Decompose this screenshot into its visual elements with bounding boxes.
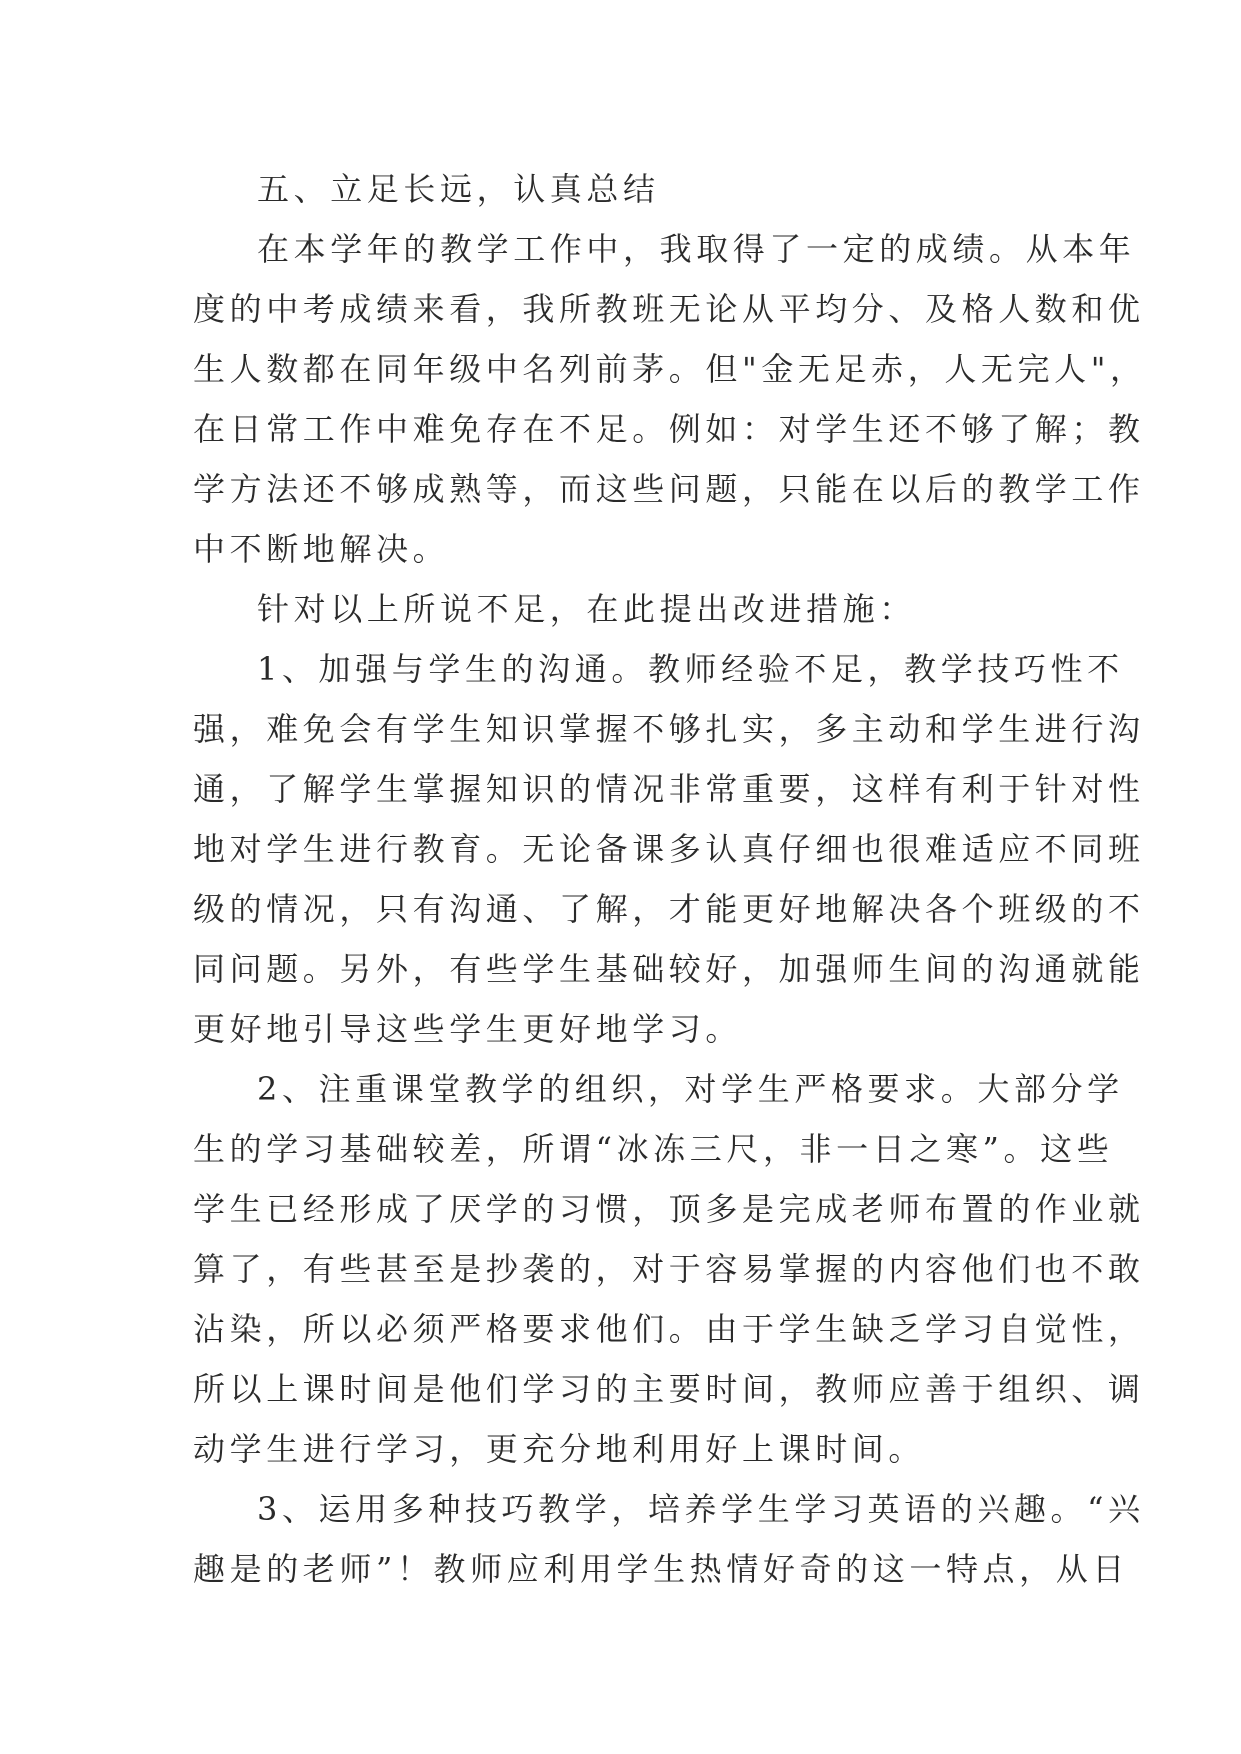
- paragraph-line: 学生已经形成了厌学的习惯，顶多是完成老师布置的作业就: [193, 1190, 1145, 1228]
- paragraph-line: 沾染，所以必须严格要求他们。由于学生缺乏学习自觉性，: [193, 1310, 1145, 1348]
- section-heading: 五、立足长远，认真总结: [257, 170, 660, 208]
- paragraph-line: 生的学习基础较差，所谓“冰冻三尺，非一日之寒”。这些: [193, 1130, 1114, 1168]
- paragraph-line: 在日常工作中难免存在不足。例如：对学生还不够了解；教: [193, 410, 1145, 448]
- paragraph-line: 1、加强与学生的沟通。教师经验不足，教学技巧性不: [257, 650, 1124, 688]
- paragraph-line: 通，了解学生掌握知识的情况非常重要，这样有利于针对性: [193, 770, 1145, 808]
- paragraph-line: 3、运用多种技巧教学，培养学生学习英语的兴趣。“兴: [257, 1490, 1145, 1528]
- paragraph-line: 算了，有些甚至是抄袭的，对于容易掌握的内容他们也不敢: [193, 1250, 1145, 1288]
- paragraph-line: 同问题。另外，有些学生基础较好，加强师生间的沟通就能: [193, 950, 1145, 988]
- paragraph-line: 2、注重课堂教学的组织，对学生严格要求。大部分学: [257, 1070, 1124, 1108]
- paragraph-line: 强，难免会有学生知识掌握不够扎实，多主动和学生进行沟: [193, 710, 1145, 748]
- paragraph-line: 在本学年的教学工作中，我取得了一定的成绩。从本年: [257, 230, 1136, 268]
- paragraph-line: 所以上课时间是他们学习的主要时间，教师应善于组织、调: [193, 1370, 1145, 1408]
- paragraph-line: 度的中考成绩来看，我所教班无论从平均分、及格人数和优: [193, 290, 1145, 328]
- document-body: [193, 159, 1147, 1599]
- paragraph-line: 生人数都在同年级中名列前茅。但"金无足赤，人无完人"，: [193, 350, 1147, 388]
- paragraph-line: 更好地引导这些学生更好地学习。: [193, 1010, 743, 1048]
- paragraph-line: 针对以上所说不足，在此提出改进措施：: [257, 590, 916, 628]
- paragraph-line: 中不断地解决。: [193, 530, 450, 568]
- paragraph-line: 动学生进行学习，更充分地利用好上课时间。: [193, 1430, 926, 1468]
- paragraph-line: 趣是的老师”！教师应利用学生热情好奇的这一特点，从日: [193, 1550, 1129, 1588]
- paragraph-line: 学方法还不够成熟等，而这些问题，只能在以后的教学工作: [193, 470, 1145, 508]
- paragraph-line: 级的情况，只有沟通、了解，才能更好地解决各个班级的不: [193, 890, 1145, 928]
- paragraph-line: 地对学生进行教育。无论备课多认真仔细也很难适应不同班: [193, 830, 1145, 868]
